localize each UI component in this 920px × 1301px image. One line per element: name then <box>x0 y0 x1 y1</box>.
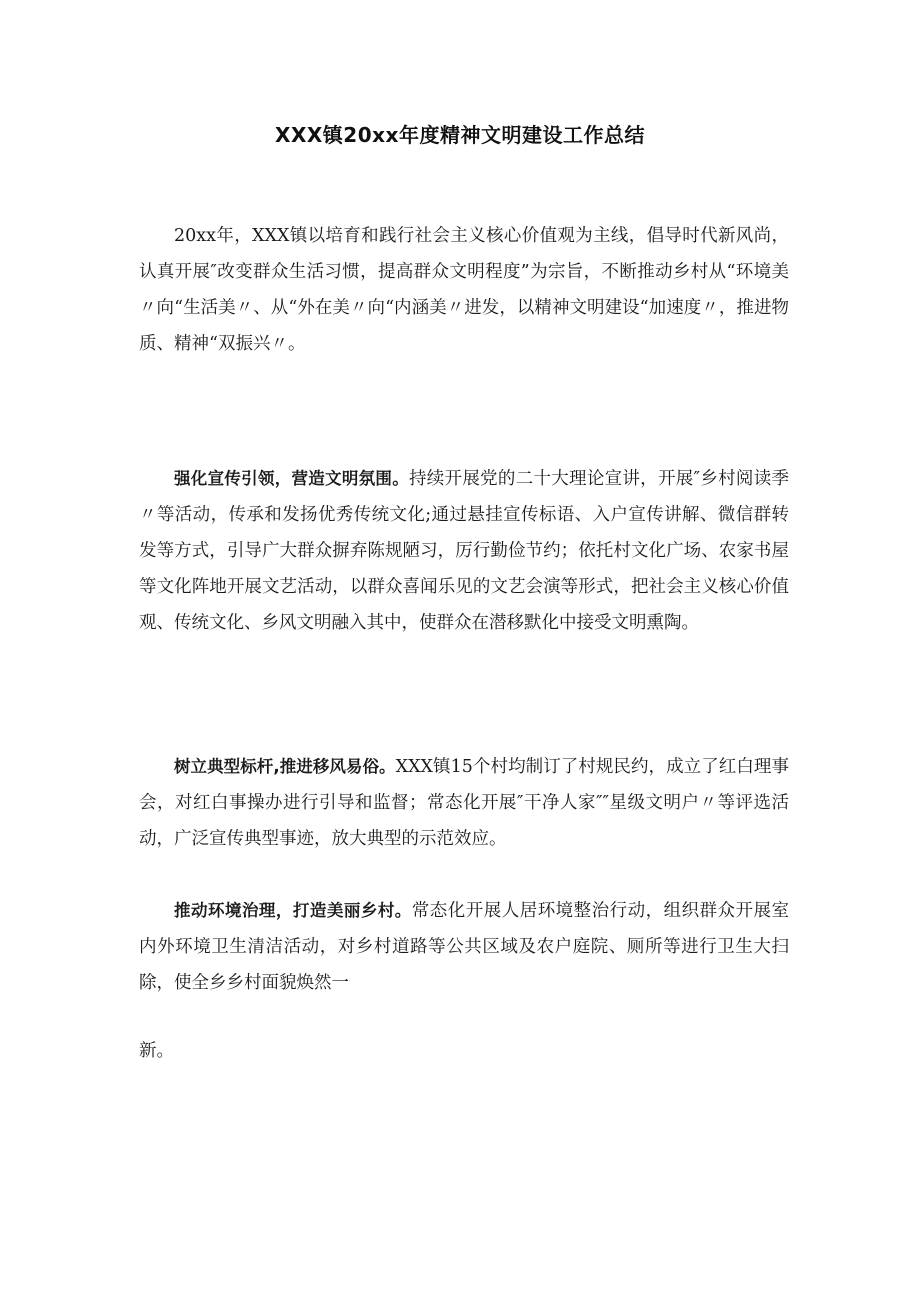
section-lead-environment: 推动环境治理，打造美丽乡村。 <box>174 901 412 920</box>
section-paragraph-customs <box>139 749 789 857</box>
section-paragraph-publicity <box>139 461 789 641</box>
continuation-line: 新。 <box>139 1041 174 1061</box>
section-text-publicity: 持续开展党的二十大理论宣讲，开展″乡村阅读季〃等活动，传承和发扬优秀传统文化;通过悬挂宣传标语、入户宣传讲解、微信群转发等方式，引导广大群众摒弃陈规陋习，厉行勤俭节约；依托村文化广场、农家书屋等文化阵地开展文艺活动，以群众喜闻乐见的文艺会演等形式，把社会主义核心价值观、传统文化、乡风文明融入其中，使群众在潜移默化中接受文明熏陶。 <box>139 469 789 633</box>
section-text-environment: 常态化开展人居环境整治行动，组织群众开展室内外环境卫生清洁活动，对乡村道路等公共区域及农户庭院、厕所等进行卫生大扫除，使全乡乡村面貌焕然一 <box>139 901 790 993</box>
document-title: XXX镇20xx年度精神文明建设工作总结 <box>275 123 645 147</box>
section-lead-customs: 树立典型标杆,推进移风易俗。 <box>174 757 396 776</box>
section-paragraph-environment <box>139 893 789 1001</box>
section-lead-publicity: 强化宣传引领，营造文明氛围。 <box>174 469 409 488</box>
intro-paragraph: 20xx年，XXX镇以培育和践行社会主义核心价值观为主线，倡导时代新风尚，认真开展″改变群众生活习惯，提高群众文明程度”为宗旨，不断推动乡村从“环境美〃向“生活美〃、从“外在美〃向“内涵美〃进发，以精神文明建设“加速度〃，推进物质、精神“双振兴〃。 <box>139 226 789 354</box>
section-text-customs: XXX镇15个村均制订了村规民约，成立了红白理事会，对红白事操办进行引导和监督；常态化开展″干净人家″″星级文明户〃等评选活动，广泛宣传典型事迹，放大典型的示范效应。 <box>139 757 789 849</box>
